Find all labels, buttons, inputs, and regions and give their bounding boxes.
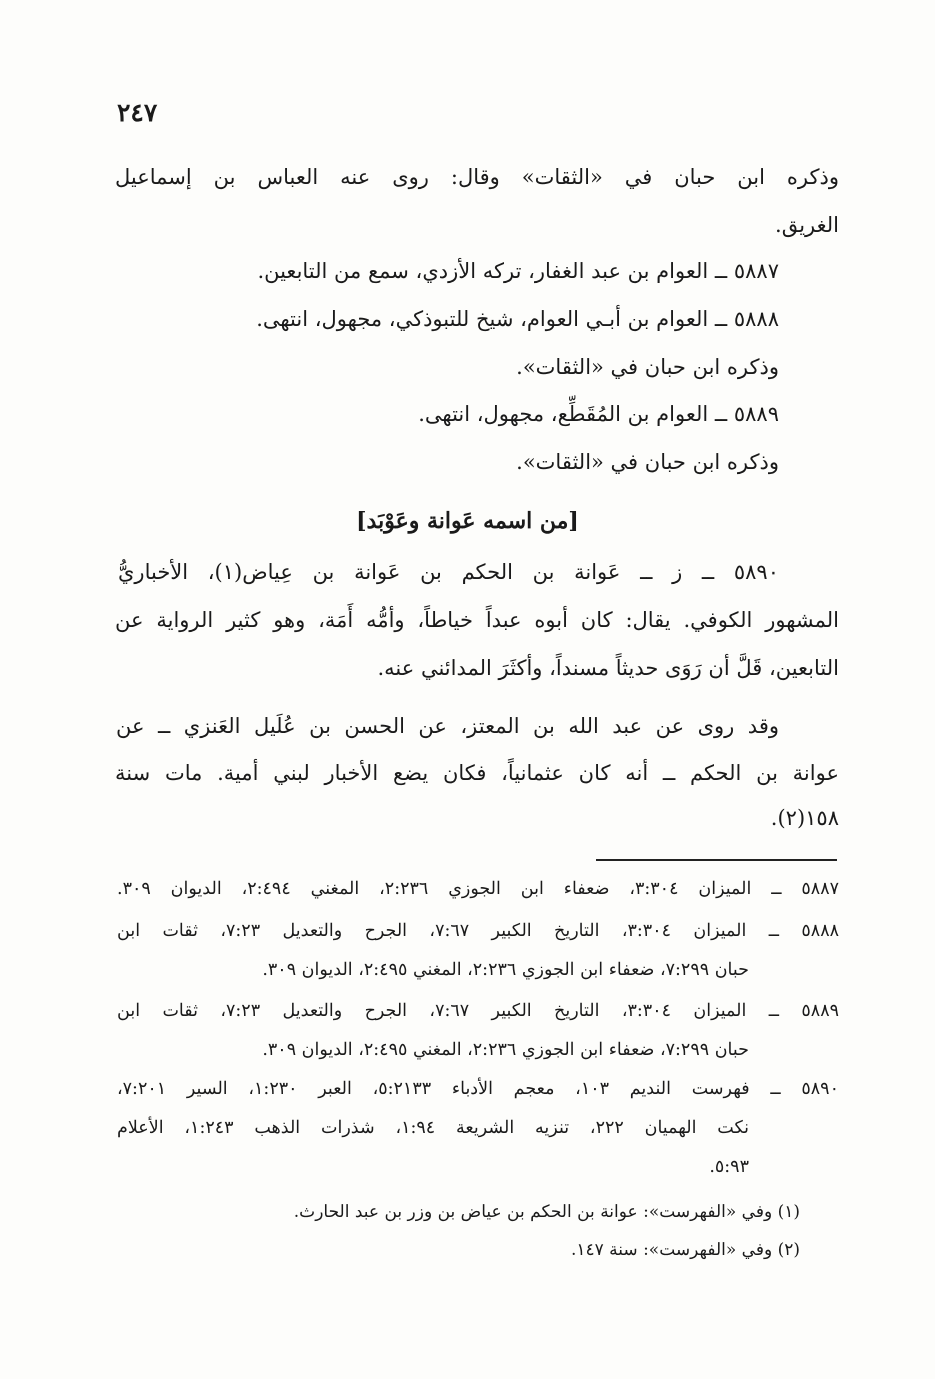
body-line: ٥٨٩٠ ــ ز ــ عَوانة بن الحكم بن عَوانة بن عِياض(١)، الأخباريُّ — [118, 560, 779, 584]
page-number: ٢٤٧ — [117, 98, 158, 127]
footnote-ref: ٥٨٨٨ ــ الميزان ٣:٣٠٤، التاريخ الكبير ٧:٦٧، الجرح والتعديل ٧:٢٣، ثقات ابن — [117, 921, 839, 941]
footnote-ref-cont: حبان ٧:٢٩٩، ضعفاء ابن الجوزي ٢:٢٣٦، المغني ٢:٤٩٥، الديوان ٣٠٩. — [262, 960, 749, 980]
footnote-ref-cont: نكت الهميان ٢٢٢، تنزيه الشريعة ١:٩٤، شذرات الذهب ١:٢٤٣، الأعلام — [117, 1118, 749, 1138]
footnote-ref: ٥٨٨٧ ــ الميزان ٣:٣٠٤، ضعفاء ابن الجوزي ٢:٢٣٦، المغني ٢:٤٩٤، الديوان ٣٠٩. — [117, 879, 839, 899]
section-heading: [من اسمه عَوانة وعَوْبَد] — [356, 508, 579, 534]
body-line: الغريق. — [775, 213, 839, 237]
body-line: ١٥٨(٢). — [770, 806, 839, 830]
entry-note: وذكره ابن حبان في «الثقات». — [516, 355, 779, 379]
footnote-ref: ٥٨٩٠ ــ فهرست النديم ١٠٣، معجم الأدباء ٥:٢١٣٣، العبر ١:٢٣٠، السير ٧:٢٠١، — [117, 1079, 839, 1099]
entry-5888: ٥٨٨٨ ــ العوام بن أبـي العوام، شيخ للتبوذكي، مجهول، انتهى. — [256, 307, 779, 331]
body-line: المشهور الكوفي. يقال: كان أبوه عبداً خياطاً، وأمُّه أَمَة، وهو كثير الرواية عن — [115, 608, 839, 632]
footnote-ref-cont: حبان ٧:٢٩٩، ضعفاء ابن الجوزي ٢:٢٣٦، المغني ٢:٤٩٥، الديوان ٣٠٩. — [262, 1040, 749, 1060]
footnote-rule — [596, 859, 837, 861]
body-line: عوانة بن الحكم ــ أنه كان عثمانياً، فكان يضع الأخبار لبني أمية. مات سنة — [115, 761, 839, 785]
footnote-2: (٢) وفي «الفهرست»: سنة ١٤٧. — [570, 1240, 800, 1260]
body-line: وقد روى عن عبد الله بن المعتز، عن الحسن بن عُلَيل العَنزي ــ عن — [116, 714, 779, 738]
body-line: التابعين، قَلَّ أن رَوَى حديثاً مسنداً، وأكثَرَ المدائني عنه. — [377, 656, 839, 680]
entry-5887: ٥٨٨٧ ــ العوام بن عبد الغفار، تركه الأزدي، سمع من التابعين. — [257, 259, 779, 283]
footnote-ref: ٥٨٨٩ ــ الميزان ٣:٣٠٤، التاريخ الكبير ٧:٦٧، الجرح والتعديل ٧:٢٣، ثقات ابن — [117, 1001, 839, 1021]
footnote-ref-cont: ٥:٩٣. — [709, 1157, 749, 1177]
footnote-1: (١) وفي «الفهرست»: عوانة بن الحكم بن عياض بن وزر بن عبد الحارث. — [293, 1202, 800, 1222]
entry-5889: ٥٨٨٩ ــ العوام بن المُقَطِّع، مجهول، انتهى. — [418, 402, 779, 426]
entry-note: وذكره ابن حبان في «الثقات». — [516, 450, 779, 474]
body-line: وذكره ابن حبان في «الثقات» وقال: روى عنه العباس بن إسماعيل — [115, 165, 839, 189]
